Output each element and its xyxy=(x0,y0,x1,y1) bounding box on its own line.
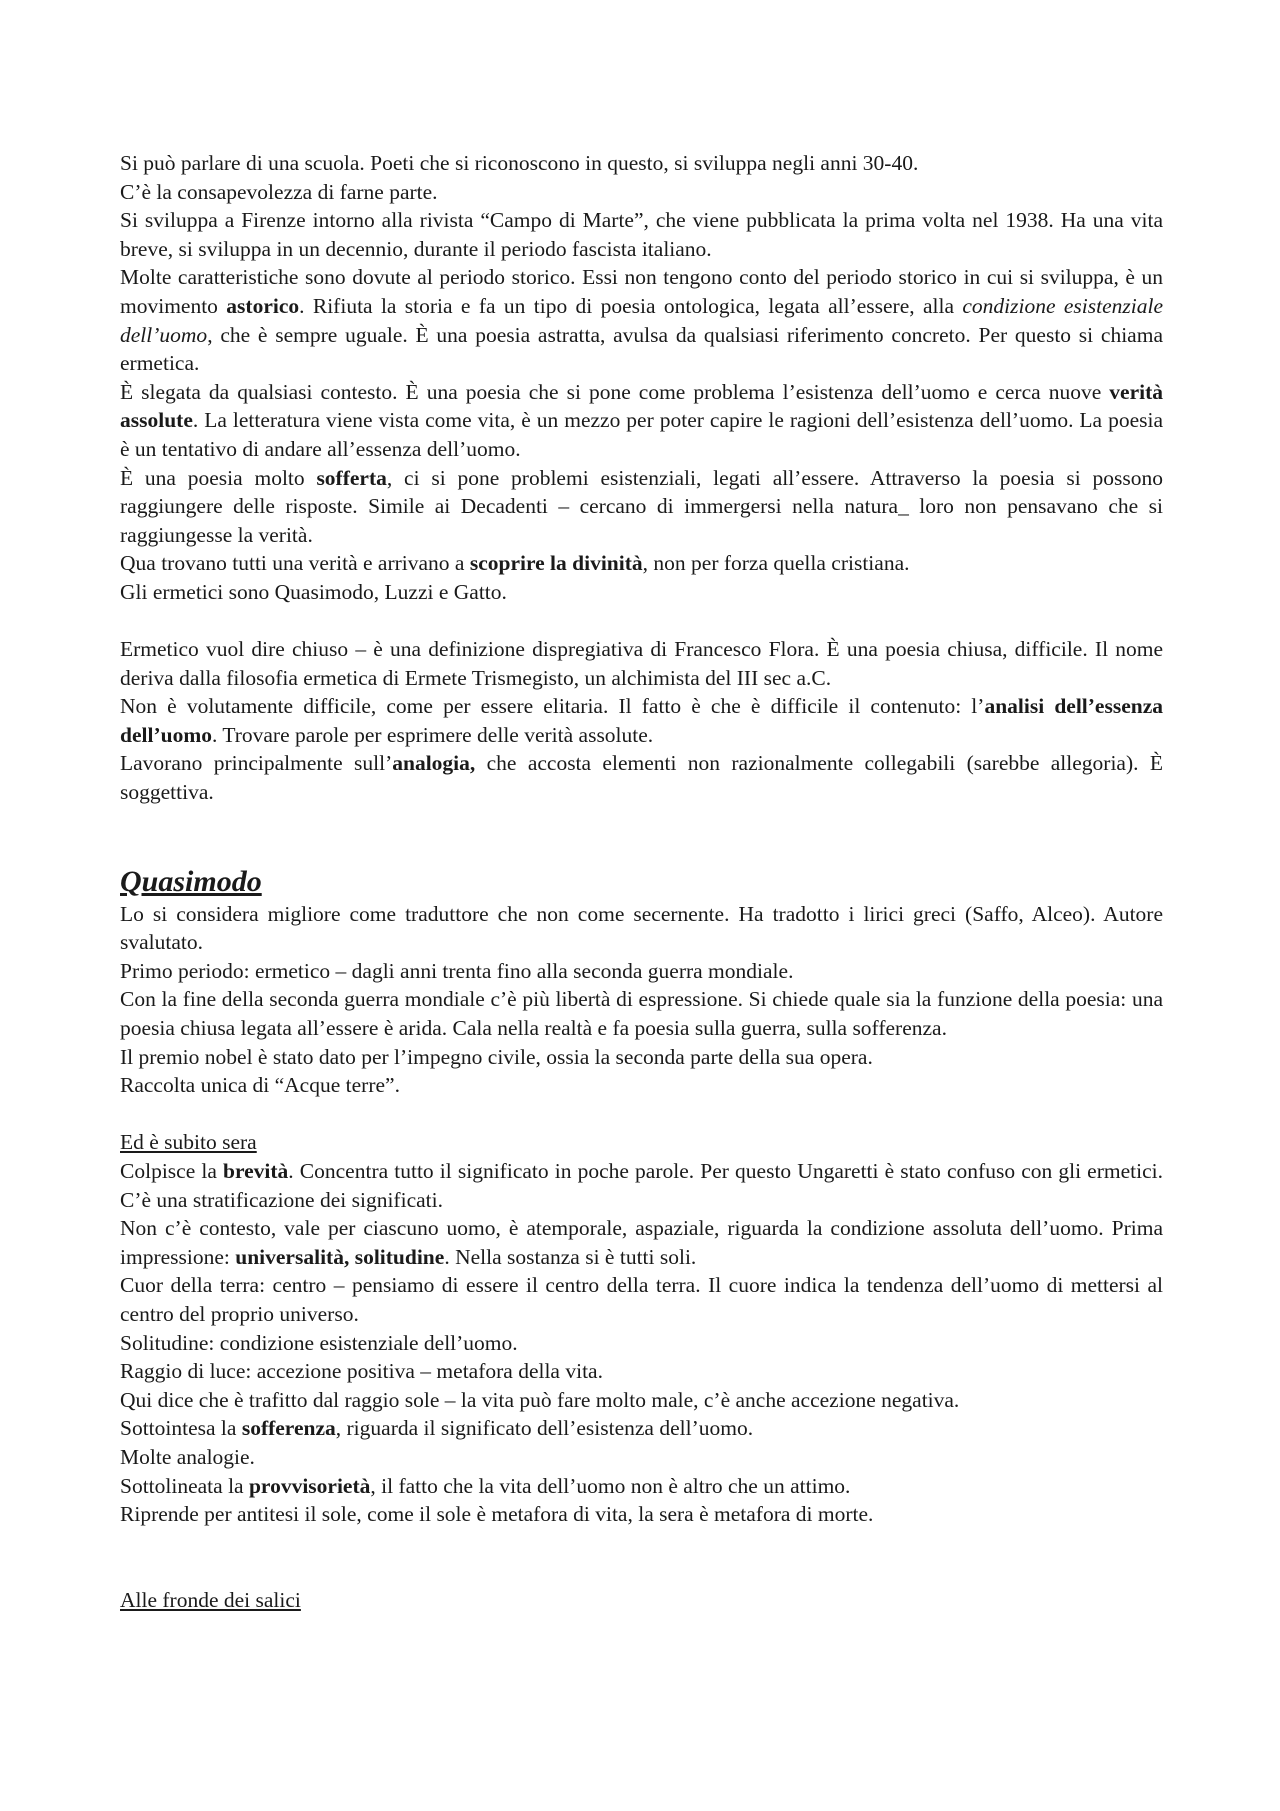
section-heading-quasimodo: Quasimodo xyxy=(120,864,262,898)
text-run: Non è volutamente difficile, come per essere elitaria. Il fatto è che è difficile il contenuto: l’ xyxy=(120,694,985,719)
paragraph: Lo si considera migliore come traduttore che non come secernente. Ha tradotto i lirici greci (Saffo, Alceo). Autore svalutato. xyxy=(120,901,1163,955)
bold-term: astorico xyxy=(226,293,300,318)
text-run: Sottointesa la xyxy=(120,1416,242,1441)
paragraph: Con la fine della seconda guerra mondiale c’è più libertà di espressione. Si chiede quale sia la funzione della poesia: una poesia chiusa legata all’essere è arida. Cala nella realtà e fa poesia sulla guerra, sulla sofferenza. xyxy=(120,987,1163,1041)
paragraph: Si può parlare di una scuola. Poeti che si riconoscono in questo, si sviluppa negli anni 30-40. xyxy=(120,151,919,175)
text-run: Molte caratteristiche sono dovute al periodo storico. Essi non tengono conto del periodo storico in cui si sviluppa, è un movimento xyxy=(120,265,1163,318)
bold-term: verità assolute xyxy=(120,379,1163,433)
paragraph xyxy=(120,464,1163,550)
text-run: Sottolineata la xyxy=(120,1473,249,1498)
text-run: Lavorano principalmente sull’ xyxy=(120,751,393,776)
italic-term: condizione esistenziale dell’uomo xyxy=(120,293,1164,347)
bold-term: provvisorietà xyxy=(248,1473,371,1498)
paragraph: Primo periodo: ermetico – dagli anni trenta fino alla seconda guerra mondiale. xyxy=(120,958,794,983)
text-run: che accosta elementi non razionalmente collegabili (sarebbe allegoria). È soggettiva. xyxy=(120,751,1163,805)
bold-term: brevità xyxy=(223,1159,289,1183)
bold-term: universalità, solitudine xyxy=(235,1244,445,1269)
spacer xyxy=(120,1529,1163,1586)
paragraph: Riprende per antitesi il sole, come il sole è metafora di vita, la sera è metafora di morte. xyxy=(120,1502,874,1527)
text-run: Qua trovano tutti una verità e arrivano a xyxy=(120,551,470,576)
bold-term: analogia, xyxy=(392,751,476,776)
spacer xyxy=(120,1100,1163,1129)
paragraph: Raccolta unica di “Acque terre”. xyxy=(120,1073,400,1098)
text-run: . Trovare parole per esprimere delle verità assolute. xyxy=(211,722,654,747)
paragraph xyxy=(120,263,1163,377)
paragraph xyxy=(120,1472,1163,1501)
text-run: . Rifiuta la storia e fa un tipo di poesia ontologica, legata all’essere, alla xyxy=(299,293,963,318)
paragraph xyxy=(120,378,1163,464)
document-page xyxy=(120,149,1163,1614)
paragraph: Si sviluppa a Firenze intorno alla rivista “Campo di Marte”, che viene pubblicata la prima volta nel 1938. Ha una vita breve, si sviluppa in un decennio, durante il periodo fascista italiano. xyxy=(120,208,1163,261)
paragraph: Solitudine: condizione esistenziale dell’uomo. xyxy=(120,1330,518,1355)
text-run: È una poesia molto xyxy=(120,465,317,490)
bold-term: scoprire la divinità xyxy=(469,551,643,576)
text-run: . Nella sostanza si è tutti soli. xyxy=(444,1244,697,1269)
paragraph: C’è la consapevolezza di farne parte. xyxy=(120,179,438,204)
text-run: , ci si pone problemi esistenziali, legati all’essere. Attraverso la poesia si possono raggiungere delle risposte. Simile ai Decadenti – cercano di immergersi nella natura_ loro non pensavano che si raggiungesse la verità. xyxy=(120,465,1164,547)
paragraph: Ermetico vuol dire chiuso – è una definizione dispregiativa di Francesco Flora. È una poesia chiusa, difficile. Il nome deriva dalla filosofia ermetica di Ermete Trismegisto, un alchimista del III sec a.C. xyxy=(120,637,1163,690)
spacer xyxy=(120,607,1163,636)
bold-term: analisi dell’essenza dell’uomo xyxy=(120,694,1164,747)
paragraph xyxy=(120,749,1163,806)
text-run: . La letteratura viene vista come vita, è un mezzo per poter capire le ragioni dell’esistenza dell’uomo. La poesia è un tentativo di andare all’essenza dell’uomo. xyxy=(120,408,1163,461)
paragraph xyxy=(120,549,1163,578)
text-run: . Concentra tutto il significato in poche parole. Per questo Ungaretti è stato confuso con gli ermetici. C’è una stratificazione dei significati. xyxy=(120,1159,1163,1212)
text-run: È slegata da qualsiasi contesto. È una poesia che si pone come problema l’esistenza dell’uomo e cerca nuove xyxy=(120,379,1110,404)
text-run: , il fatto che la vita dell’uomo non è altro che un attimo. xyxy=(370,1473,851,1498)
subheading-alle-fronde-dei-salici: Alle fronde dei salici xyxy=(120,1587,301,1612)
paragraph: Qui dice che è trafitto dal raggio sole – la vita può fare molto male, c’è anche accezione negativa. xyxy=(120,1387,960,1412)
paragraph: Gli ermetici sono Quasimodo, Luzzi e Gatto. xyxy=(120,579,507,604)
paragraph: Molte analogie. xyxy=(120,1444,255,1469)
text-run: Colpisce la xyxy=(120,1159,223,1183)
spacer xyxy=(120,807,1163,864)
paragraph: Il premio nobel è stato dato per l’impegno civile, ossia la seconda parte della sua opera. xyxy=(120,1044,873,1069)
text-run: , riguarda il significato dell’esistenza dell’uomo. xyxy=(335,1416,754,1441)
paragraph xyxy=(120,1414,1163,1443)
paragraph xyxy=(120,1157,1163,1214)
bold-term: sofferenza xyxy=(241,1416,336,1441)
text-run: , che è sempre uguale. È una poesia astratta, avulsa da qualsiasi riferimento concreto. Per questo si chiama ermetica. xyxy=(120,322,1163,376)
text-run: Non c’è contesto, vale per ciascuno uomo, è atemporale, aspaziale, riguarda la condizione assoluta dell’uomo. Prima impressione: xyxy=(120,1216,1163,1269)
paragraph: Raggio di luce: accezione positiva – metafora della vita. xyxy=(120,1359,603,1384)
paragraph: Cuor della terra: centro – pensiamo di essere il centro della terra. Il cuore indica la tendenza dell’uomo di mettersi al centro del proprio universo. xyxy=(120,1273,1163,1326)
subheading-ed-e-subito-sera: Ed è subito sera xyxy=(120,1130,257,1155)
paragraph xyxy=(120,692,1163,749)
paragraph xyxy=(120,1214,1163,1271)
text-run: , non per forza quella cristiana. xyxy=(642,551,910,576)
bold-term: sofferta xyxy=(316,465,387,490)
